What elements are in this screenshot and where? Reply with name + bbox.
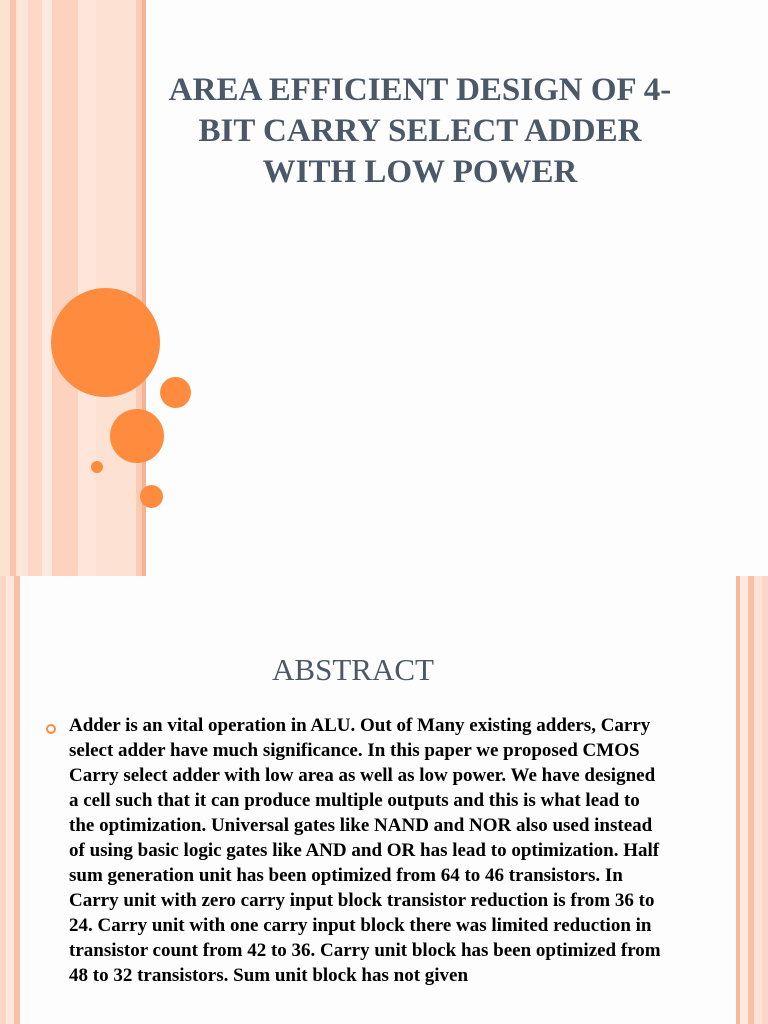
decor-circle-small xyxy=(140,485,163,508)
decor-stripe xyxy=(0,0,10,576)
decor-stripe xyxy=(28,0,42,576)
decor-stripe xyxy=(6,576,14,1024)
decor-stripe xyxy=(748,576,754,1024)
slide-title: AREA EFFICIENT DESIGN OF 4-BIT CARRY SELECT ADDER WITH LOW POWER xyxy=(168,72,672,190)
bullet-ring-icon xyxy=(46,724,56,734)
decor-stripe xyxy=(762,576,768,1024)
decor-stripe xyxy=(78,0,96,576)
abstract-slide xyxy=(0,576,768,1024)
decor-stripe xyxy=(16,0,28,576)
abstract-text: Adder is an vital operation in ALU. Out of Many existing adders, Carry select adder have much significance. In this paper we proposed CMOS Carry select adder with low area as well as low power. We have designed a cell such that it can produce multiple outputs and this is what lead to the optimization. Universal gates like NAND and NOR also used instead of using basic logic gates like AND and OR has lead to optimization. Half sum generation unit has been optimized from 64 to 46 transistors. In Carry unit with zero carry input block transistor reduction is from 36 to 24. Carry unit with one carry input block there was limited reduction in transistor count from 42 to 36. Carry unit block has been optimized from 48 to 32 transistors. Sum unit block has not given xyxy=(69,715,661,986)
decor-stripe xyxy=(52,0,78,576)
decor-stripe xyxy=(42,0,52,576)
decor-circle-tiny xyxy=(91,461,103,473)
decor-stripe xyxy=(14,576,20,1024)
decor-circle-small xyxy=(160,377,191,408)
decor-stripe xyxy=(740,576,748,1024)
section-heading: ABSTRACT xyxy=(272,652,434,687)
decor-circle-large xyxy=(51,288,160,397)
decor-stripe xyxy=(736,576,740,1024)
decor-circle-medium xyxy=(110,409,164,463)
decor-stripe xyxy=(754,576,762,1024)
